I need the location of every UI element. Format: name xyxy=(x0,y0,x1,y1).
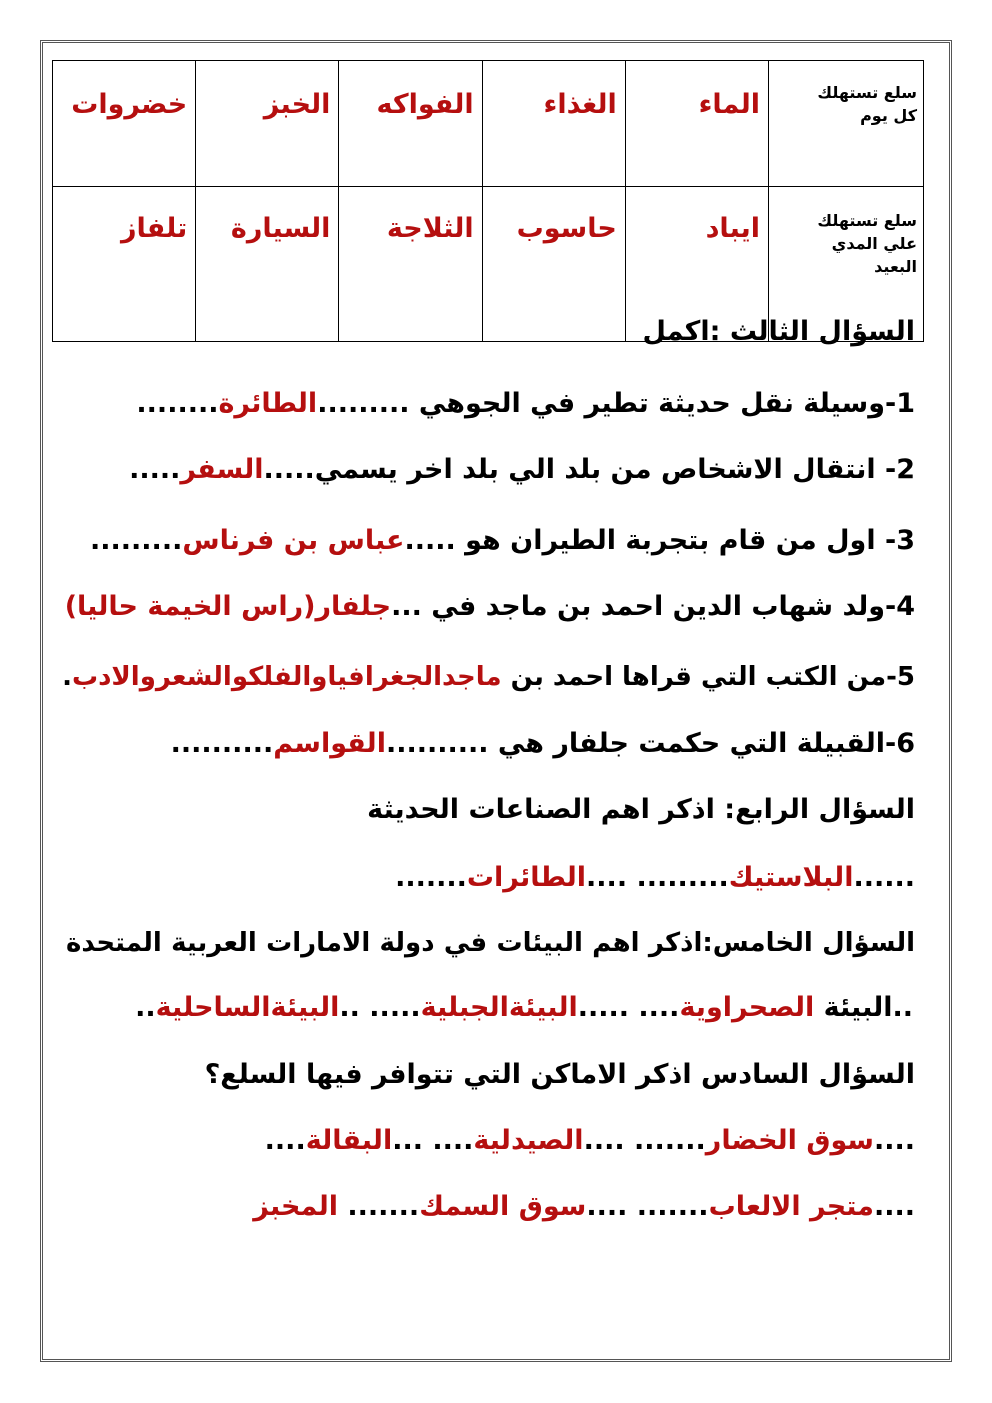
table-cell: حاسوب xyxy=(482,187,625,342)
row-header-daily: سلع تستهلك كل يوم xyxy=(769,61,924,187)
q3-item-6: 6-القبيلة التي حكمت جلفار هي ..........القواسم.......... xyxy=(170,728,915,759)
table-cell: تلفاز xyxy=(53,187,196,342)
q4-title: السؤال الرابع: اذكر اهم الصناعات الحديثة xyxy=(367,794,915,825)
table-cell: الفواكه xyxy=(339,61,482,187)
q3-item-5: 5-من الكتب التي قراها احمد بن ماجدالجغرافياوالفلكوالشعروالادب. xyxy=(62,662,915,692)
q3-item-1: 1-وسيلة نقل حديثة تطير في الجوهي .........الطائرة........ xyxy=(136,388,915,419)
q3-title: السؤال الثالث :اكمل xyxy=(642,316,915,347)
table-row xyxy=(53,61,924,187)
q5-answers: ..البيئة الصحراوية.... .....البيئةالجبلية..... ..البيئةالساحلية.. xyxy=(135,992,913,1023)
goods-table xyxy=(52,60,924,342)
table-cell: السيارة xyxy=(196,187,339,342)
q4-answers: ......البلاستيك......... ....الطائرات....... xyxy=(395,862,915,893)
table-cell: خضروات xyxy=(53,61,196,187)
q6-answers-line-1: ....سوق الخضار....... ....الصيدلية.... ...البقالة.... xyxy=(264,1125,915,1156)
q6-title: السؤال السادس اذكر الاماكن التي تتوافر فيها السلع؟ xyxy=(204,1059,915,1090)
row-header-longterm: سلع تستهلك علي المدي البعيد xyxy=(769,187,924,342)
table-cell: الماء xyxy=(625,61,768,187)
q3-item-4: 4-ولد شهاب الدين احمد بن ماجد في ...جلفار(راس الخيمة حاليا) xyxy=(64,591,915,622)
table-cell: الخبز xyxy=(196,61,339,187)
table-cell: الغذاء xyxy=(482,61,625,187)
q5-title: السؤال الخامس:اذكر اهم البيئات في دولة الامارات العربية المتحدة xyxy=(66,928,915,958)
q3-item-2: 2- انتقال الاشخاص من بلد الي بلد اخر يسمي.....السفر..... xyxy=(129,454,915,485)
q3-item-3: 3- اول من قام بتجربة الطيران هو .....عباس بن فرناس......... xyxy=(90,525,915,556)
table-cell: الثلاجة xyxy=(339,187,482,342)
q6-answers-line-2: ....متجر الالعاب....... ....سوق السمك....... المخبز xyxy=(253,1191,915,1222)
table-cell: ايباد xyxy=(625,187,768,342)
